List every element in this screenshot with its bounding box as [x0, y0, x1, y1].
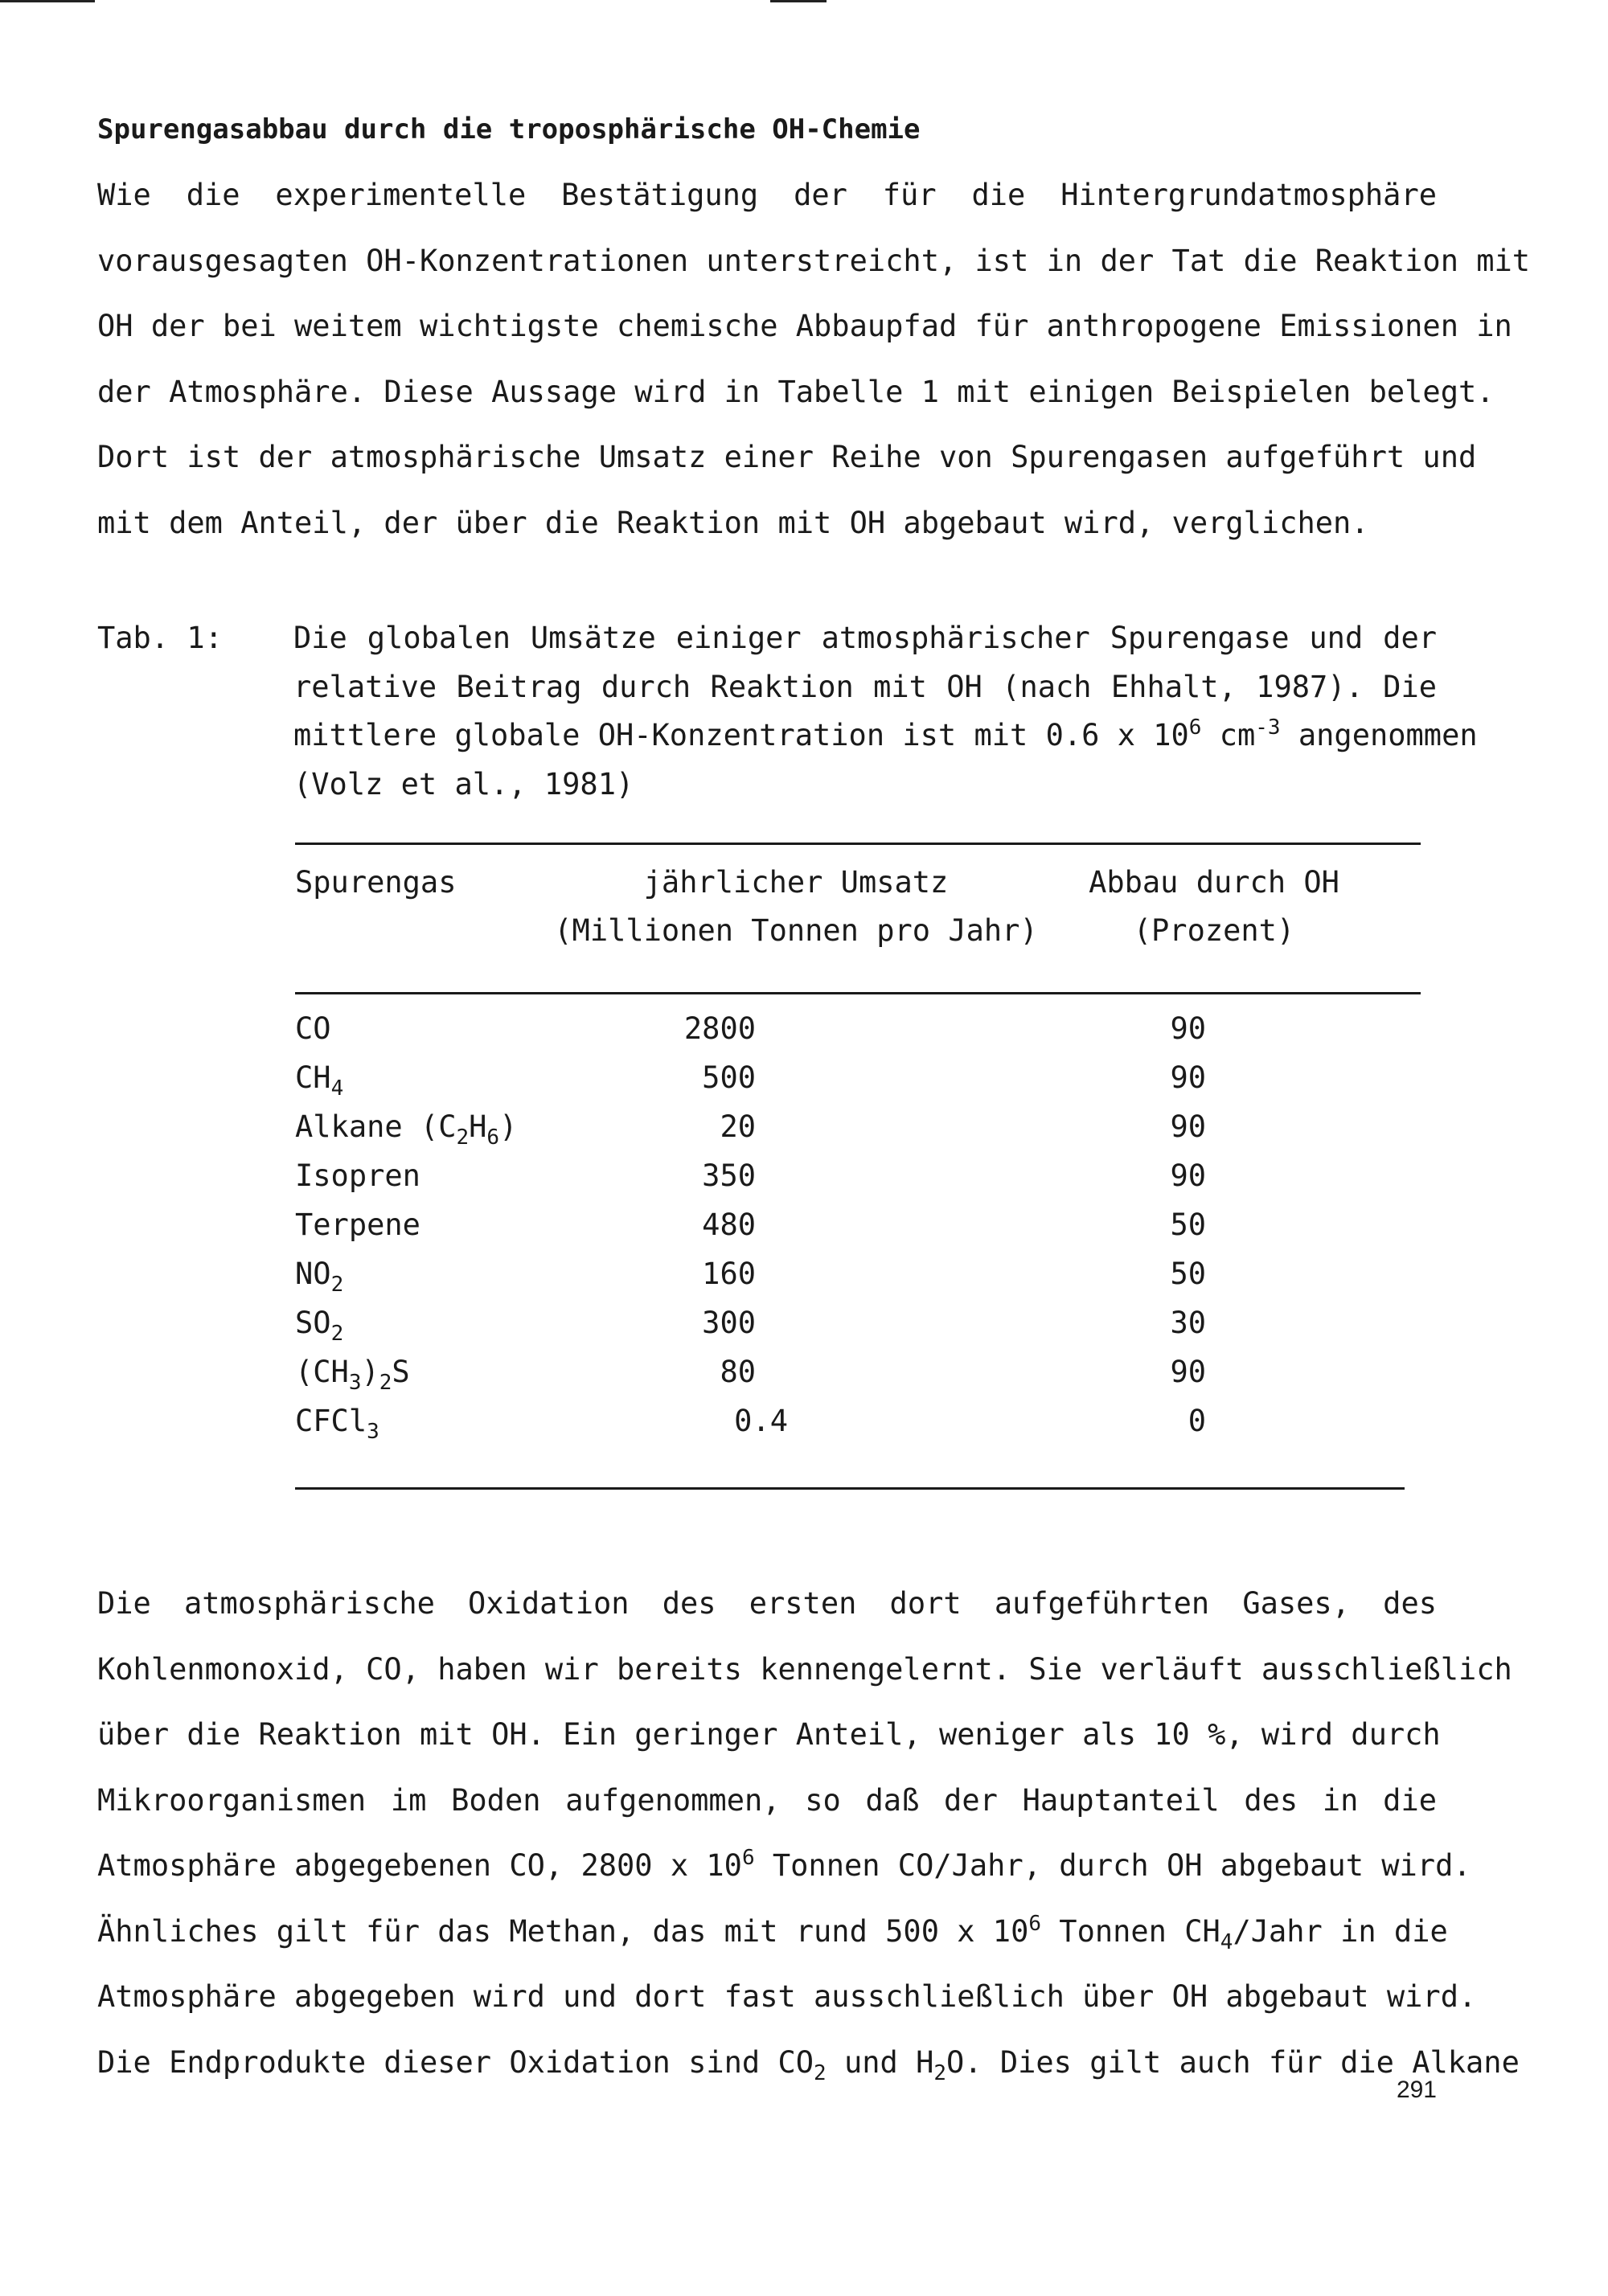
header-spurengas: Spurengas [295, 865, 457, 900]
table-row-turnover: 300 [702, 1306, 756, 1340]
top-scan-line-right [770, 0, 827, 2]
body-line: Atmosphäre abgegebenen CO, 2800 x $10^6$ Tonnen CO/Jahr, durch OH abgebaut wird. [97, 1846, 1471, 1883]
table-row-oh-percent: 0 [1188, 1404, 1206, 1438]
intro-line: der Atmosphäre. Diese Aussage wird in Tabelle 1 mit einigen Beispielen belegt. [97, 374, 1495, 409]
table-row-turnover: 350 [702, 1158, 756, 1193]
caption-line: relative Beitrag durch Reaktion mit OH (nach Ehhalt, 1987). Die [293, 669, 1437, 704]
body-line: Atmosphäre abgegeben wird und dort fast ausschließlich über OH abgebaut wird. [97, 1979, 1477, 2014]
body-line: über die Reaktion mit OH. Ein geringer Anteil, weniger als 10 %, wird durch [97, 1717, 1441, 1752]
table-row-gas: Terpene [295, 1207, 420, 1242]
table-caption [293, 614, 1478, 809]
intro-line: vorausgesagten OH-Konzentrationen unterstreicht, ist in der Tat die Reaktion mit [97, 243, 1531, 278]
table-row-gas: $CH_4$ [295, 1060, 344, 1101]
caption-line: (Volz et al., 1981) [293, 766, 634, 802]
top-scan-line-left [0, 0, 95, 2]
caption-line: Die globalen Umsätze einiger atmosphärischer Spurengase und der [293, 621, 1437, 655]
table-row-oh-percent: 50 [1170, 1207, 1206, 1242]
intro-line: mit dem Anteil, der über die Reaktion mit OH abgebaut wird, verglichen. [97, 505, 1369, 540]
intro-paragraph [97, 162, 1531, 556]
table-row-gas: Isopren [295, 1158, 420, 1193]
body-line: Mikroorganismen im Boden aufgenommen, so daß der Hauptanteil des in die [97, 1782, 1437, 1818]
table-caption-label: Tab. 1: [97, 621, 223, 655]
table-row-turnover: 0.4 [734, 1404, 788, 1438]
page-number: 291 [1396, 2077, 1437, 2103]
body-paragraph [97, 1571, 1520, 2095]
table-row-gas: Alkane $(C_2H_6)$ [295, 1109, 518, 1150]
intro-line: Wie die experimentelle Bestätigung der für die Hintergrundatmosphäre [97, 178, 1437, 212]
intro-line: Dort ist der atmosphärische Umsatz einer Reihe von Spurengasen aufgeführt und [97, 440, 1477, 474]
table-row-turnover: 500 [702, 1060, 756, 1095]
table-bottom-rule [295, 1487, 1405, 1490]
body-line: Kohlenmonoxid, CO, haben wir bereits kennengelernt. Sie verläuft ausschließlich [97, 1651, 1512, 1687]
header-umsatz-line1: jährlicher Umsatz [643, 865, 949, 900]
table-header-rule [295, 992, 1421, 994]
header-abbau-line2: (Prozent) [1133, 913, 1295, 948]
table-row-gas: $NO_2$ [295, 1257, 344, 1297]
table-row-oh-percent: 30 [1170, 1306, 1206, 1340]
body-line: Die atmosphärische Oxidation des ersten dort aufgeführten Gases, des [97, 1586, 1437, 1621]
caption-line: mittlere globale OH-Konzentration ist mit 0.6 x $10^6$ $cm^{-3}$ angenommen [293, 715, 1478, 752]
header-abbau-line1: Abbau durch OH [1089, 865, 1339, 900]
table-row-oh-percent: 90 [1170, 1109, 1206, 1144]
header-umsatz-line2: (Millionen Tonnen pro Jahr) [554, 913, 1038, 948]
body-line: Ähnliches gilt für das Methan, das mit rund 500 x $10^6$ Tonnen $CH_4$/Jahr in die [97, 1911, 1448, 1954]
intro-line: OH der bei weitem wichtigste chemische Abbaupfad für anthropogene Emissionen in [97, 309, 1512, 343]
table-row-gas: CFCl$_3$ [295, 1404, 379, 1444]
table-top-rule [295, 843, 1421, 845]
table-row-gas: $SO_2$ [295, 1306, 344, 1346]
table-row-turnover: 2800 [683, 1011, 756, 1046]
table-row-oh-percent: 90 [1170, 1158, 1206, 1193]
table-row-oh-percent: 90 [1170, 1011, 1206, 1046]
table-row-gas: $(CH_3)_2S$ [295, 1355, 410, 1395]
table-row-gas: CO [295, 1011, 331, 1046]
body-line: Die Endprodukte dieser Oxidation sind $CO_2$ und $H_2O$. Dies gilt auch für die Alkane [97, 2044, 1520, 2085]
table-row-turnover: 160 [702, 1257, 756, 1291]
table-row-oh-percent: 90 [1170, 1060, 1206, 1095]
table-row-turnover: 80 [720, 1355, 756, 1389]
section-heading: Spurengasabbau durch die troposphärische OH-Chemie [97, 113, 921, 146]
table-row-turnover: 480 [702, 1207, 756, 1242]
table-row-oh-percent: 50 [1170, 1257, 1206, 1291]
table-row-oh-percent: 90 [1170, 1355, 1206, 1389]
table-row-turnover: 20 [720, 1109, 756, 1144]
